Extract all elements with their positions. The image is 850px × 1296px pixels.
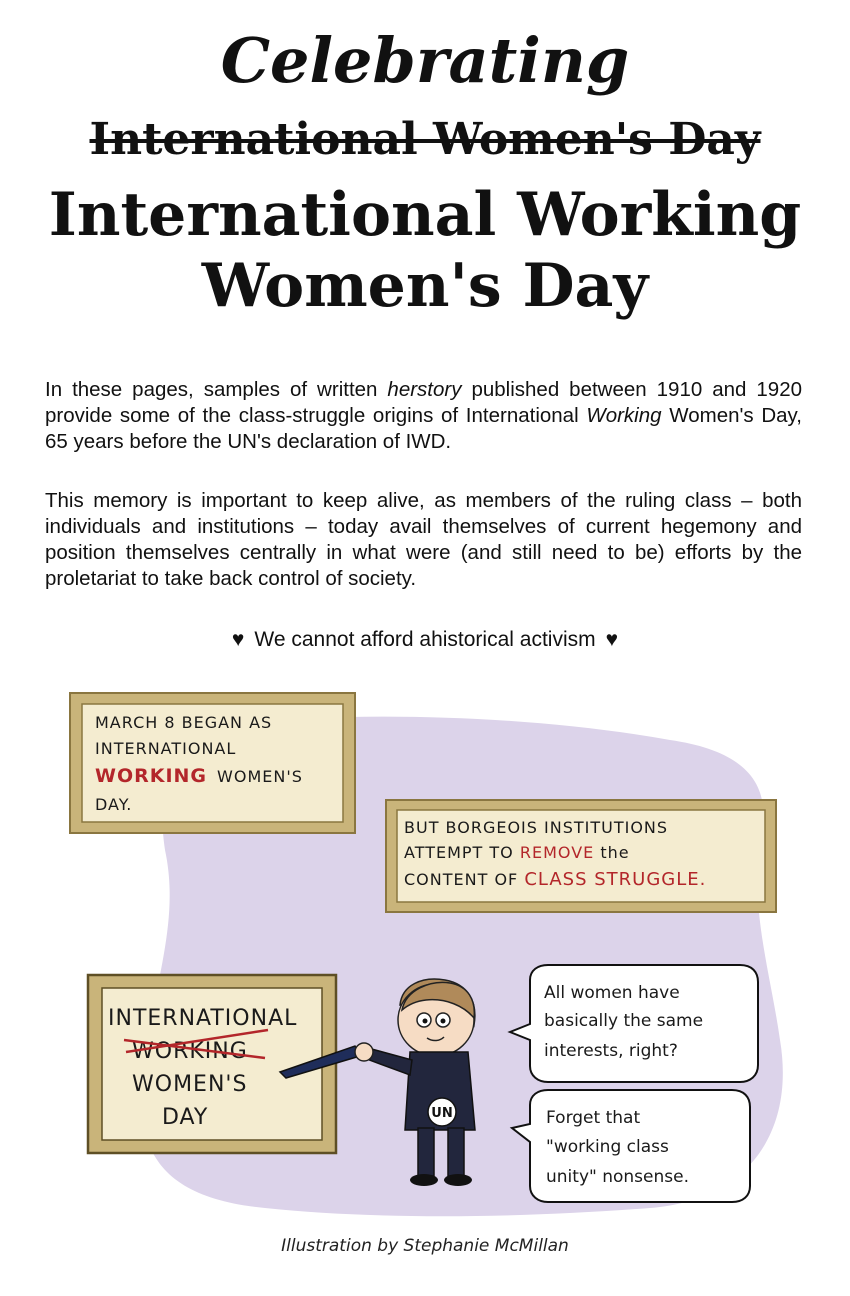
motto-text: We cannot afford ahistorical activism [254,628,596,651]
box2-line3 [404,869,706,890]
heart-icon: ♥ [231,628,245,651]
box2-remove-red: REMOVE [519,843,595,862]
box1-line1: MARCH 8 BEGAN AS [95,713,273,732]
bubble1-line2: basically the same [544,1011,704,1031]
title-celebrating: Celebrating [220,24,630,97]
bubble2-line3: unity" nonsense. [546,1167,689,1187]
sign-line3: WOMEN'S [132,1072,248,1097]
sign-line2-struck: WORKING [132,1039,248,1064]
box2-attempt: ATTEMPT TO [404,843,520,862]
title-struck-iwd: International Women's Day [89,114,761,165]
title-womens-day: Women's Day [201,251,649,321]
caption-box-march-8 [70,693,355,833]
bubble2-line1: Forget that [546,1108,641,1128]
p1-text-a: In these pages, samples of written [45,378,388,401]
cartoon-illustration [50,680,820,1230]
bubble1-line3: interests, right? [544,1041,678,1061]
motto [0,628,850,652]
sign-line1: INTERNATIONAL [108,1006,298,1031]
sign-line4: DAY [162,1105,209,1130]
intro-paragraph [45,377,802,455]
box2-line2 [404,843,630,862]
speech-bubble-2 [512,1090,750,1202]
sign-board [88,975,336,1153]
p1-text-e: Women's Day, 65 years before the UN's declaration of IWD. [45,404,802,453]
title-international-working: International Working [48,180,802,250]
box1-womens: WOMEN'S [217,767,303,786]
bubble2-line2: "working class [546,1137,669,1157]
heart-icon: ♥ [605,628,619,651]
speech-bubble-1 [510,965,758,1082]
box2-the: the [594,843,630,862]
p1-working: Working [586,404,662,427]
box2-content-of: CONTENT OF [404,870,525,889]
illustration-credit: Illustration by Stephanie McMillan [281,1236,569,1256]
box2-class-struggle-red: CLASS STRUGGLE. [524,869,707,890]
box2-line1: BUT BORGEOIS INSTITUTIONS [404,818,669,837]
box1-working-red: WORKING [95,765,208,787]
caption-box-bourgeois [386,800,776,912]
box1-line2: INTERNATIONAL [95,739,237,758]
p1-text-c: published between 1910 and 1920 provide some of the class-struggle origins of International [45,378,803,427]
p1-herstory: herstory [387,378,462,401]
bubble1-line1: All women have [544,983,680,1003]
box1-line3 [95,765,303,787]
un-badge-text: UN [431,1106,453,1121]
box1-line4: DAY. [95,795,133,814]
memory-paragraph: This memory is important to keep alive, as members of the ruling class – both individuals and institutions – today avail themselves of current hegemony and position themselves centrally in what were (and still need to be) efforts by the proletariat to take back control of society. [45,489,802,590]
